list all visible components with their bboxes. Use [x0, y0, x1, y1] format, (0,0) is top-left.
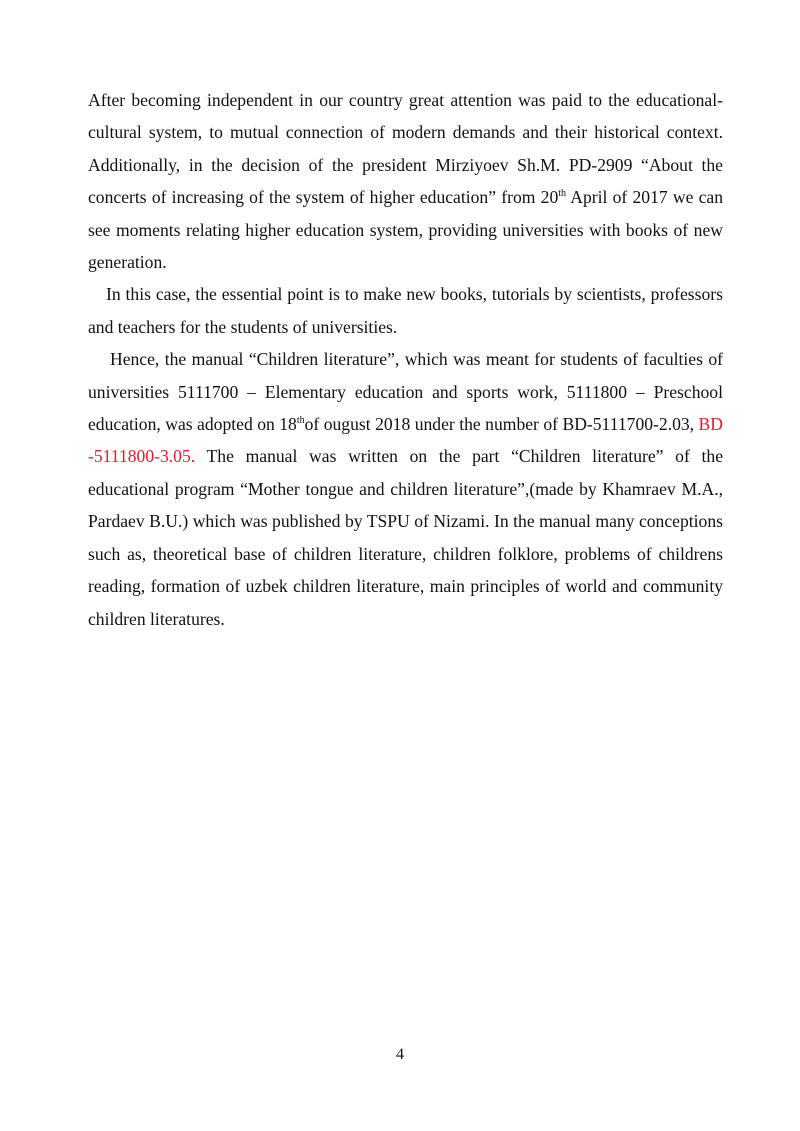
superscript-th: th	[296, 415, 305, 427]
page-number: 4	[396, 1046, 404, 1063]
paragraph-3-text-cont: of ougust 2018 under the number of BD-5111700-2.03,	[304, 414, 699, 435]
paragraph-new-books	[88, 278, 723, 343]
paragraph-1-text: After becoming independent in our country great attention was paid to the educational-cultural system, to mutual connection of modern demands and their historical context. Additionally, in the decision of the president Mirziyoev Sh.M. PD-2909 “About the concerts of increasing of the system of higher education” from 20	[88, 90, 723, 208]
paragraph-manual	[88, 343, 723, 635]
highlighted-code: BD -5111800-3.05.	[88, 414, 723, 467]
paragraph-2-text: In this case, the essential point is to make new books, tutorials by scientists, professors and teachers for the students of universities.	[88, 284, 723, 337]
document-body	[88, 84, 723, 635]
superscript-th: th	[558, 188, 567, 200]
paragraph-independence	[88, 84, 723, 278]
paragraph-3-text: Hence, the manual “Children literature”, which was meant for students of faculties of universities 5111700 – Elementary education and sports work, 5111800 – Preschool education, was adopted on 18	[88, 349, 723, 435]
paragraph-1-text-cont: April of 2017 we can see moments relating higher education system, providing universities with books of new generation.	[88, 187, 723, 273]
paragraph-3-text-end: The manual was written on the part “Children literature” of the educational program “Mother tongue and children literature”,(made by Khamraev M.A., Pardaev B.U.) which was published by TSPU of Nizami. In the manual many conceptions such as, theoretical base of children literature, children folklore, problems of childrens reading, formation of uzbek children literature, main principles of world and community children literatures.	[88, 446, 723, 629]
